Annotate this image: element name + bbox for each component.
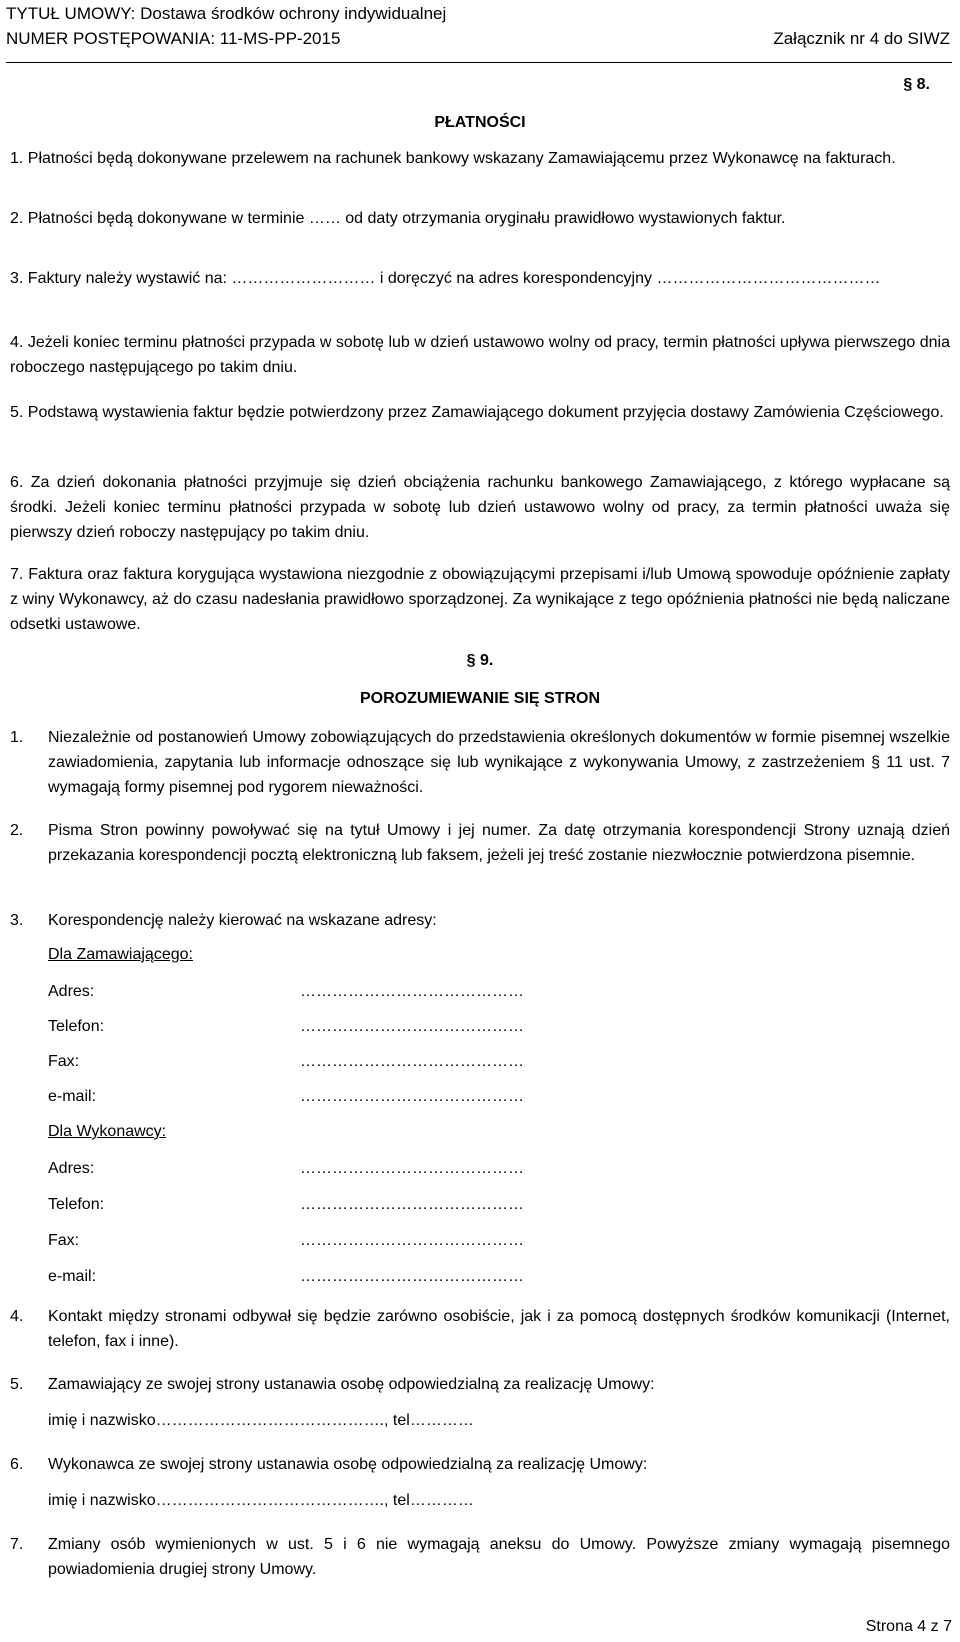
wykonawca-contact-person: imię i nazwisko……………………………………., tel…………	[48, 1492, 474, 1509]
item-number: 3.	[10, 912, 24, 929]
section-9-number: § 9.	[466, 652, 494, 669]
zamawiajacy-fax-value: ……………………………………	[300, 1053, 524, 1070]
item-text: Pisma Stron powinny powoływać się na tytuł Umowy i jej numer. Za datę otrzymania korespondencji Strony uznają dzień przekazania korespondencji pocztą elektroniczną lub faksem, jeżeli jej treść zostanie niezwłocznie potwierdzona pisemnie.	[48, 822, 950, 864]
wykonawca-phone-value: ……………………………………	[300, 1196, 524, 1213]
section-9-item-2	[10, 818, 950, 868]
section-9-item-5	[10, 1372, 950, 1397]
section-8-paragraph-5: 5. Podstawą wystawienia faktur będzie potwierdzony przez Zamawiającego dokument przyjęcia dostawy Zamówienia Częściowego.	[10, 404, 944, 421]
section-8-paragraph-2: 2. Płatności będą dokonywane w terminie …… od daty otrzymania oryginału prawidłowo wystawionych faktur.	[10, 210, 786, 227]
section-8-paragraph-7: 7. Faktura oraz faktura korygująca wystawiona niezgodnie z obowiązującymi przepisami i/lub Umową spowoduje opóźnienie zapłaty z winy Wykonawcy, aż do czasu nadesłania prawidłowo sporządzonej. Za wynikające z tego opóźnienia płatności nie będą naliczane odsetki ustawowe.	[10, 566, 950, 633]
zamawiajacy-phone-value: ……………………………………	[300, 1018, 524, 1035]
item-number: 2.	[10, 822, 24, 839]
item-number: 5.	[10, 1376, 24, 1393]
header-divider	[6, 62, 952, 63]
wykonawca-email-label: e-mail:	[48, 1268, 97, 1285]
zamawiajacy-phone-label: Telefon:	[48, 1018, 105, 1035]
section-8-paragraph-3: 3. Faktury należy wystawić na: ……………………… i doręczyć na adres korespondencyjny ……………………………………	[10, 270, 881, 287]
wykonawca-address-label: Adres:	[48, 1160, 95, 1177]
zamawiajacy-heading: Dla Zamawiającego:	[48, 946, 193, 963]
section-9-item-7	[10, 1532, 950, 1582]
section-9-item-1	[10, 725, 950, 800]
item-text: Niezależnie od postanowień Umowy zobowiązujących do przedstawienia określonych dokumentów w formie pisemnej wszelkie zawiadomienia, zapytania lub informacje odnoszące się lub wynikające z wykonywania Umowy, z zastrzeżeniem § 11 ust. 7 wymagają formy pisemnej pod rygorem nieważności.	[48, 729, 950, 796]
section-9-item-3	[10, 908, 950, 933]
item-text: Zamawiający ze swojej strony ustanawia osobę odpowiedzialną za realizację Umowy:	[48, 1376, 655, 1393]
item-number: 7.	[10, 1536, 24, 1553]
page-header	[0, 0, 960, 72]
section-9-item-6	[10, 1452, 950, 1477]
wykonawca-fax-value: ……………………………………	[300, 1232, 524, 1249]
attachment-label: Załącznik nr 4 do SIWZ	[773, 29, 950, 48]
section-8-number: § 8.	[903, 76, 930, 93]
wykonawca-address-value: ……………………………………	[300, 1160, 524, 1177]
procedure-number: NUMER POSTĘPOWANIA: 11-MS-PP-2015	[6, 29, 341, 48]
item-number: 4.	[10, 1308, 24, 1325]
item-number: 1.	[10, 729, 24, 746]
contract-title: TYTUŁ UMOWY: Dostawa środków ochrony indywidualnej	[6, 4, 447, 23]
wykonawca-email-value: ……………………………………	[300, 1268, 524, 1285]
zamawiajacy-fax-label: Fax:	[48, 1053, 80, 1070]
item-text: Wykonawca ze swojej strony ustanawia osobę odpowiedzialną za realizację Umowy:	[48, 1456, 648, 1473]
item-text: Kontakt między stronami odbywał się będzie zarówno osobiście, jak i za pomocą dostępnych środków komunikacji (Internet, telefon, fax i inne).	[48, 1308, 950, 1350]
wykonawca-heading: Dla Wykonawcy:	[48, 1123, 167, 1140]
item-text: Korespondencję należy kierować na wskazane adresy:	[48, 912, 437, 929]
section-8-paragraph-6: 6. Za dzień dokonania płatności przyjmuje się dzień obciążenia rachunku bankowego Zamawiającego, z którego wypłacane są środki. Jeżeli koniec terminu płatności przypada w sobotę lub dzień ustawowo wolny od pracy, za termin płatności uważa się pierwszy dzień roboczy następujący po takim dniu.	[10, 474, 950, 541]
section-8-paragraph-4: 4. Jeżeli koniec terminu płatności przypada w sobotę lub w dzień ustawowo wolny od pracy, termin płatności upływa pierwszego dnia roboczego następującego po takim dniu.	[10, 334, 950, 376]
wykonawca-phone-label: Telefon:	[48, 1196, 105, 1213]
page-number: Strona 4 z 7	[865, 1618, 952, 1635]
wykonawca-fax-label: Fax:	[48, 1232, 80, 1249]
section-9-title: POROZUMIEWANIE SIĘ STRON	[359, 690, 600, 707]
zamawiajacy-contact-person: imię i nazwisko……………………………………., tel…………	[48, 1412, 474, 1429]
section-8-paragraph-1: 1. Płatności będą dokonywane przelewem na rachunek bankowy wskazany Zamawiającemu przez Wykonawcę na fakturach.	[10, 150, 896, 167]
section-8-title: PŁATNOŚCI	[434, 114, 526, 131]
item-number: 6.	[10, 1456, 24, 1473]
zamawiajacy-address-label: Adres:	[48, 983, 95, 1000]
section-9-item-4	[10, 1304, 950, 1354]
zamawiajacy-email-value: ……………………………………	[300, 1088, 524, 1105]
zamawiajacy-address-value: ……………………………………	[300, 983, 524, 1000]
item-text: Zmiany osób wymienionych w ust. 5 i 6 nie wymagają aneksu do Umowy. Powyższe zmiany wymagają pisemnego powiadomienia drugiej strony Umowy.	[48, 1536, 950, 1578]
zamawiajacy-email-label: e-mail:	[48, 1088, 97, 1105]
